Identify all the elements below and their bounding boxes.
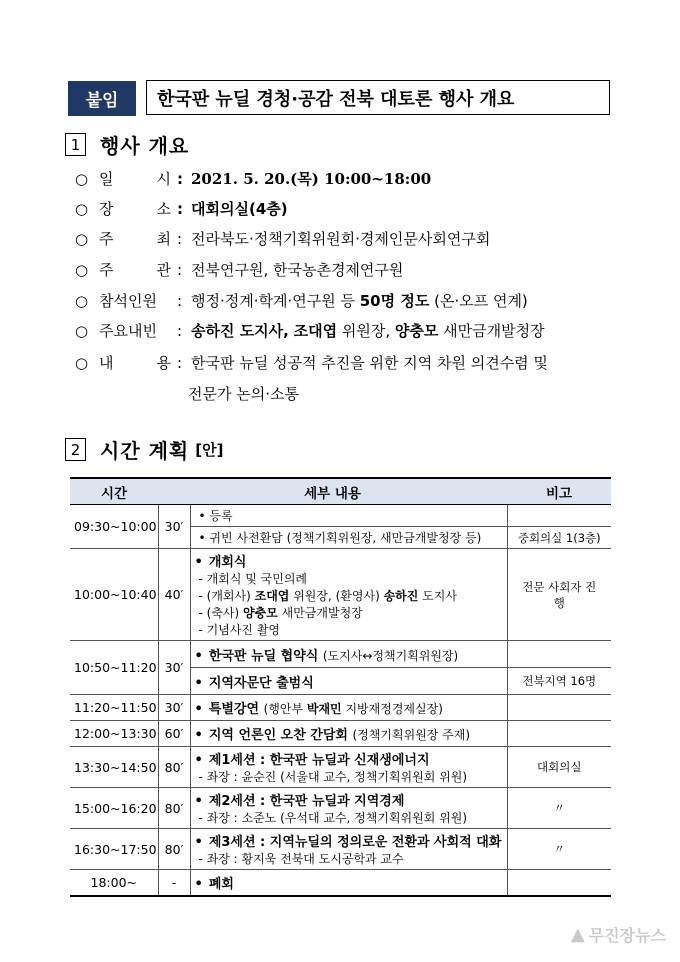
attachment-badge: 붙임 [68, 81, 136, 116]
place-value: 대회의실(4층) [191, 200, 288, 218]
section-1-number: 1 [65, 133, 86, 156]
host-value: 전라북도·정책기획위원회·경제인문사회연구회 [191, 230, 491, 248]
section-1-heading [65, 130, 189, 159]
schedule-table [70, 477, 611, 897]
header-time: 시간 [70, 478, 158, 505]
overview-date: ○ 일 시 : 2021. 5. 20.(목) 10:00~18:00 [75, 170, 432, 188]
overview-organizer: ○ 주 관 : 전북연구원, 한국농촌경제연구원 [75, 261, 404, 279]
section-1-title: 행사 개요 [100, 134, 190, 158]
section-2-heading [65, 435, 223, 464]
title-block [68, 80, 612, 118]
table-row: • 귀빈 사전환담 (정책기획위원장, 새만금개발청장 등) 중회의실 1(3층) [70, 527, 611, 549]
mountain-icon: ▲ [570, 924, 585, 945]
table-row: • 지역자문단 출범식 전북지역 16명 [70, 668, 611, 695]
content-line-1: 한국판 뉴딜 성공적 추진을 위한 지역 차원 의견수렴 및 [191, 354, 548, 372]
overview-content: ○ 내 용 : 한국판 뉴딜 성공적 추진을 위한 지역 차원 의견수렴 및 [75, 354, 548, 372]
document-title: 한국판 뉴딜 경청·공감 전북 대토론 행사 개요 [146, 80, 610, 115]
header-note: 비고 [507, 478, 611, 505]
table-row: 10:00~10:40 40′ • 개회식 - 개회식 및 국민의례 - (개회사) 조대엽 위원장, (환영사) 송하진 도지사 - (축사) 양충모 새만금개발청장 - 기념사진 촬영 전문 사회자 진행 [70, 549, 611, 641]
section-2-title: 시간 계획 [100, 439, 190, 463]
table-row: 18:00~ - • 폐회 [70, 870, 611, 896]
table-row: 10:50~11:20 30′ • 한국판 뉴딜 협약식 (도지사↔정책기획위원장) [70, 641, 611, 668]
table-row: 16:30~17:50 80′ • 제3세션 : 지역뉴딜의 정의로운 전환과 사회적 대화 - 좌장 : 황지욱 전북대 도시공학과 교수 〃 [70, 829, 611, 870]
table-header-row [70, 478, 611, 505]
section-2-suffix: [안] [195, 441, 224, 459]
overview-attendees: ○ 참석인원 : 행정·정계·학계·연구원 등 50명 정도 (온·오프 연계) [75, 292, 528, 310]
content-line-2: 전문가 논의·소통 [188, 385, 299, 403]
table-row: 09:30~10:00 30′ • 등록 [70, 505, 611, 527]
watermark-text: 무진장뉴스 [588, 926, 666, 945]
table-row: 12:00~13:30 60′ • 지역 언론인 오찬 간담회 (정책기획위원장 주재) [70, 721, 611, 747]
table-row: 15:00~16:20 80′ • 제2세션 : 한국판 뉴딜과 지역경제 - 좌장 : 소준노 (우석대 교수, 정책기획위원회 위원) 〃 [70, 788, 611, 829]
table-row: 13:30~14:50 80′ • 제1세션 : 한국판 뉴딜과 신재생에너지 - 좌장 : 윤순진 (서울대 교수, 정책기획위원회 위원) 대회의실 [70, 747, 611, 788]
watermark [571, 923, 666, 946]
overview-place: ○ 장 소 : 대회의실(4층) [75, 200, 288, 218]
header-detail: 세부 내용 [158, 478, 507, 505]
overview-guests: ○ 주요내빈 : 송하진 도지사, 조대엽 위원장, 양충모 새만금개발청장 [75, 322, 545, 340]
section-2-number: 2 [65, 438, 86, 461]
organizer-value: 전북연구원, 한국농촌경제연구원 [191, 261, 404, 279]
overview-host: ○ 주 최 : 전라북도·정책기획위원회·경제인문사회연구회 [75, 230, 491, 248]
table-row: 11:20~11:50 30′ • 특별강연 (행안부 박재민 지방재정경제실장) [70, 695, 611, 721]
date-value: 2021. 5. 20.(목) 10:00~18:00 [191, 170, 432, 188]
